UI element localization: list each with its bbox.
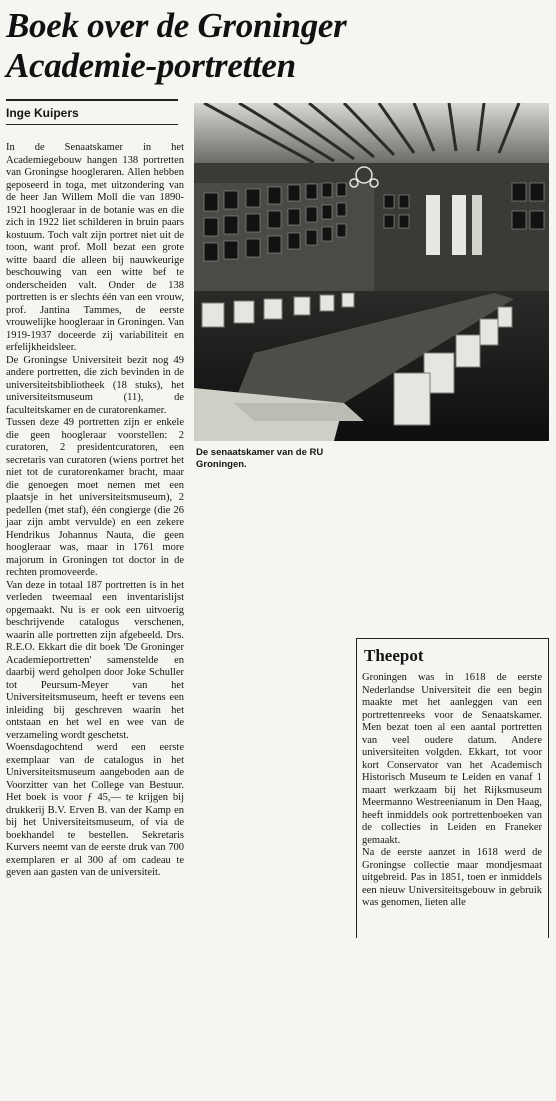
article-paragraph: De Groningse Universiteit bezit nog 49 andere portretten, die zich bevinden in de universiteitsbibliotheek (18 stuks), het universiteitsmuseum (11), de faculteitskamer en de curatorenkamer. bbox=[6, 354, 184, 416]
photo-caption: De senaatskamer van de RU Groningen. bbox=[196, 447, 324, 470]
divider bbox=[6, 124, 178, 125]
theepot-body bbox=[362, 672, 542, 910]
headline bbox=[6, 6, 546, 86]
headline-line-1: Boek over de Groninger bbox=[6, 6, 347, 45]
sidebar-box-border bbox=[356, 638, 357, 938]
author-byline: Inge Kuipers bbox=[6, 106, 79, 120]
section-title: Theepot bbox=[364, 646, 424, 665]
theepot-paragraph: Na de eerste aanzet in 1618 werd de Groningse collectie maar mondjesmaat uitgebreid. Pas in 1851, toen er inmiddels een nieuw Universiteitsgebouw in gebruik was genomen, lieten alle bbox=[362, 847, 542, 908]
article-paragraph: In de Senaatskamer in het Academiegebouw hangen 138 portretten van Groningse hoogleraren. Allen hebben geposeerd in toga, met uitzondering van de heer Jan Willem Moll die van 1890-1921 hoogleraar in de botanie was en die zich in 1922 liet schilderen in bruin paars kostuum. Toch valt zijn portret niet uit de toon, want prof. Moll bezat een grote witte baard die alleen bij nauwkeurige beschouwing van een witte bef te onderscheiden valt. Onder de 138 portretten is er slechts één van een vrouw, prof. Jantina Tammes, de eerste vrouwelijke hoogleraar in Groningen. Van 1919-1937 doceerde zij variabiliteit en erfelijkheidsleer. bbox=[6, 142, 184, 353]
article-paragraph: Tussen deze 49 portretten zijn er enkele die geen hoogleraar voorstellen: 2 curatoren, 2 presidentcuratoren, een secretaris van curatoren (wiens portret het niet tot de curatorenkamer bracht, maar die genoegen moet nemen met een plaatsje in het universiteitsmuseum), 2 pedellen (met staf), één congierge (die 26 jaar zijn ambt vervulde) en een zekere Hendrikus Johannus Nauta, die geen hoogleraar was, maar in 1761 more majorum in Groningen tot doctor in de rechten promoveerde. bbox=[6, 417, 184, 578]
senate-chamber-photo bbox=[194, 103, 549, 441]
divider bbox=[6, 99, 178, 101]
sidebar-box-border bbox=[548, 638, 549, 938]
sidebar-box-border bbox=[356, 638, 549, 639]
article-body bbox=[6, 142, 184, 880]
article-paragraph: Woensdagochtend werd een eerste exemplaar van de catalogus in het Universiteitsmuseum aangeboden aan de Voorzitter van het College van Bestuur. Het boek is voor ƒ 45,— te krijgen bij drukkerij B.V. Erven B. van der Kamp en bij het Universiteitsmuseum, of via de boekhandel te bestellen. Sekretaris Kurvers neemt van de eerste druk van 700 exemplaren er al 300 af om cadeau te geven aan gasten van de universiteit. bbox=[6, 742, 184, 878]
theepot-paragraph: Groningen was in 1618 de eerste Nederlandse Universiteit die een begin maakte met het aanleggen van een portrettenreeks voor de Senaatskamer. Men bezat toen al een aantal portretten van veel oudere datum. Andere universiteiten volgden. Ekkart, tot voor kort Conservator van het Academisch Historisch Museum te Leiden en vanaf 1 maart werkzaam bij het Rijksmuseum Meermanno Westreenianum in Den Haag, heeft inmiddels ook portrettenboeken van de collecties in Leiden en Franeker gemaakt. bbox=[362, 672, 542, 846]
headline-line-2: Academie-portretten bbox=[6, 46, 296, 85]
article-paragraph: Van deze in totaal 187 portretten is in het verleden tweemaal een inventarislijst opgemaakt. Nu is er ook een uitvoerig beschrijvende catalogus verschenen, waarin alle portretten zijn afgebeeld. Drs. R.E.O. Ekkart die dit boek 'De Groninger Academieportretten' samenstelde en daarbij werd geholpen door Joke Schuller tot Peursum-Meyer van het Universiteitsmuseum, heeft er tevens een inleiding bij geschreven waarin het ontstaan en het wel en wee van de verzameling wordt geschetst. bbox=[6, 579, 184, 741]
